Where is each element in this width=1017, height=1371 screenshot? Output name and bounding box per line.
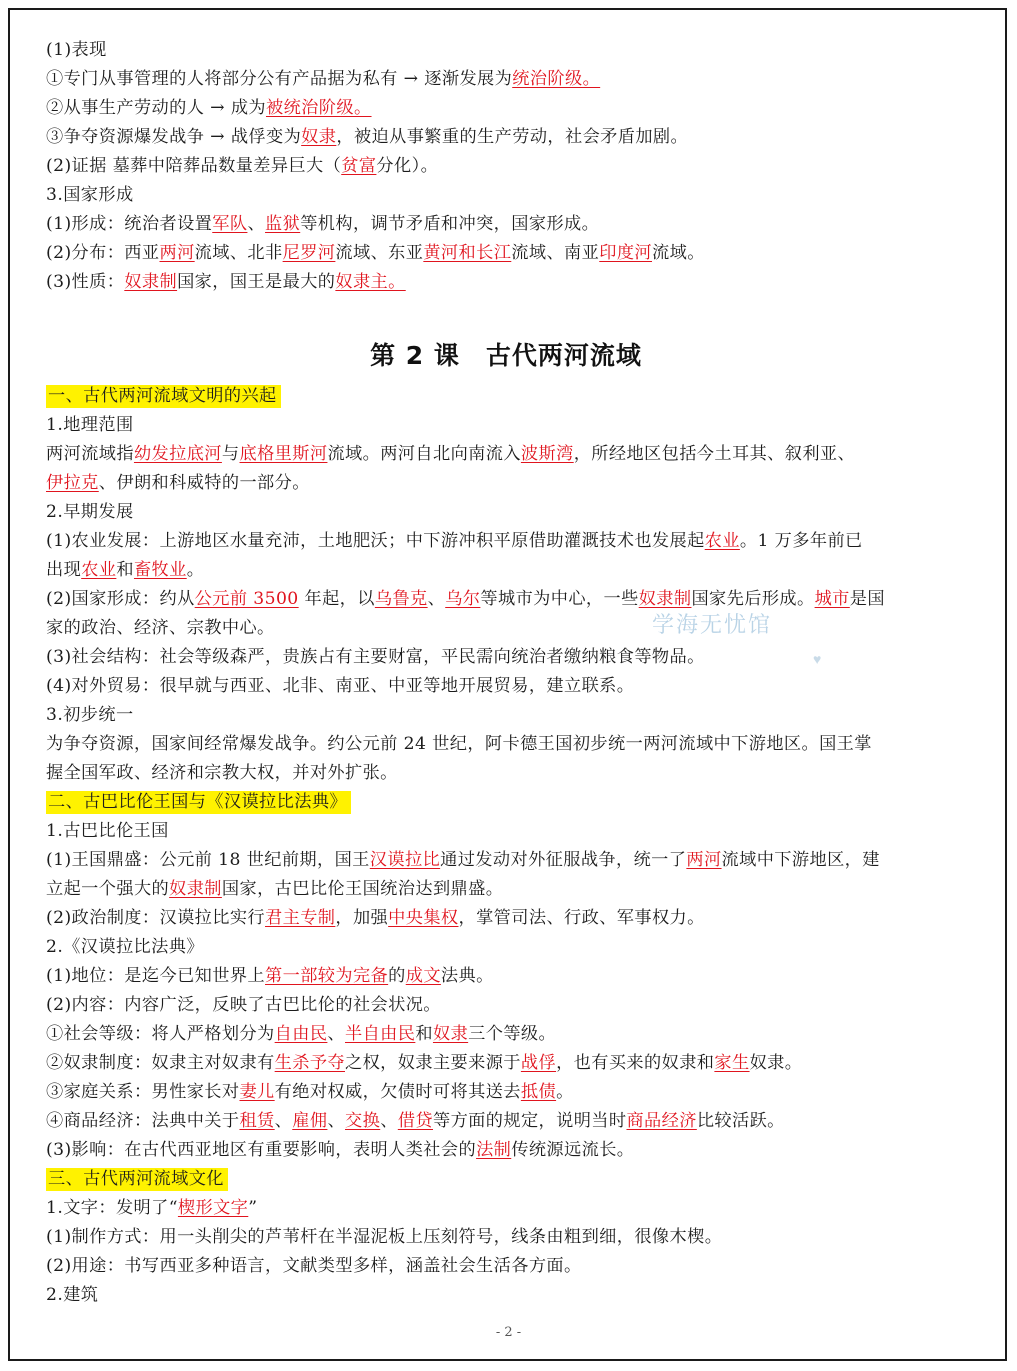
lesson-title: 第 2 课 古代两河流域	[370, 341, 642, 370]
text-segment: 是国	[849, 589, 885, 609]
text-segment: 2.《汉谟拉比法典》	[46, 937, 204, 957]
text-segment: (1)形成：统治者设置	[46, 214, 213, 234]
keyword: 成文	[405, 966, 441, 986]
keyword: 奴隶制	[124, 272, 178, 292]
text-line	[46, 817, 966, 846]
text-segment: (4)对外贸易：很早就与西亚、北非、南亚、中亚等地开展贸易，建立联系。	[46, 676, 635, 696]
text-line	[46, 701, 966, 730]
text-line	[46, 1281, 966, 1310]
keyword: 军队	[212, 214, 248, 234]
text-segment: ③家庭关系：男性家长对	[46, 1082, 240, 1102]
text-segment: 1.地理范围	[46, 415, 134, 435]
page-number: - 2 -	[495, 1325, 522, 1340]
text-segment: 流域。两河自北向南流入	[327, 444, 521, 464]
heart-icon: ♥	[813, 653, 822, 668]
text-line	[46, 1252, 966, 1281]
keyword: 监狱	[265, 214, 301, 234]
text-line	[46, 123, 966, 152]
text-segment: 流域。	[652, 243, 705, 263]
text-segment: 1.古巴比伦王国	[46, 821, 169, 841]
text-line	[46, 585, 966, 614]
text-segment: ①社会等级：将人严格划分为	[46, 1024, 275, 1044]
text-segment: ，也有买来的奴隶和	[556, 1053, 715, 1073]
keyword: 两河	[159, 243, 195, 263]
keyword: 尼罗河	[282, 243, 336, 263]
text-segment: 与	[221, 444, 240, 464]
text-line	[46, 152, 966, 181]
text-segment: 立起一个强大的	[46, 879, 170, 899]
text-line	[46, 1107, 966, 1136]
text-segment: 的	[388, 966, 406, 986]
text-segment: (1)表现	[46, 40, 107, 60]
text-segment: 、	[327, 1024, 345, 1044]
text-line	[46, 210, 966, 239]
text-segment: ，加强	[335, 908, 389, 928]
text-segment: (1)制作方式：用一头削尖的芦苇杆在半湿泥板上压刻符号，线条由粗到细，很像木楔。	[46, 1227, 723, 1247]
text-segment: ，被迫从事繁重的生产劳动，社会矛盾加剧。	[336, 127, 689, 147]
text-segment: 之权，奴隶主要来源于	[345, 1053, 521, 1073]
text-line	[46, 527, 966, 556]
text-segment: 、伊朗和科威特的一部分。	[98, 473, 310, 493]
keyword: 乌鲁克	[374, 589, 428, 609]
keyword: 农业	[81, 560, 117, 580]
text-line	[46, 65, 966, 94]
text-line	[46, 382, 966, 411]
text-line	[46, 904, 966, 933]
text-segment: (2)国家形成：约从	[46, 589, 195, 609]
text-segment: 通过发动对外征服战争，统一了	[440, 850, 687, 870]
text-segment: ，所经地区包括今土耳其、叙利亚、	[573, 444, 856, 464]
text-segment: 等城市为中心，一些	[480, 589, 639, 609]
keyword: 楔形文字	[177, 1198, 249, 1218]
keyword: 印度河	[599, 243, 653, 263]
text-line	[46, 268, 966, 297]
text-segment: (2)政治制度：汉谟拉比实行	[46, 908, 266, 928]
text-line	[46, 94, 966, 123]
text-segment: 、	[274, 1111, 293, 1131]
text-segment: 国家，古巴比伦王国统治达到鼎盛。	[221, 879, 504, 899]
text-segment: 等方面的规定，说明当时	[433, 1111, 627, 1131]
keyword: 半自由民	[345, 1024, 416, 1044]
text-segment: 分化）。	[376, 156, 439, 176]
text-segment: ①专门从事管理的人将部分公有产品据为私有 → 逐渐发展为	[46, 69, 513, 89]
text-segment: (2)用途：书写西亚多种语言，文献类型多样，涵盖社会生活各方面。	[46, 1256, 582, 1276]
keyword: 奴隶制	[169, 879, 222, 899]
keyword: 战俘	[520, 1053, 557, 1073]
text-segment: ④商品经济：法典中关于	[46, 1111, 240, 1131]
keyword: 法制	[476, 1140, 512, 1160]
keyword: 生杀予夺	[274, 1053, 345, 1073]
keyword: 妻儿	[239, 1082, 275, 1102]
text-line	[46, 498, 966, 527]
section-gap	[46, 297, 966, 330]
text-segment: (2)分布：西亚	[46, 243, 160, 263]
text-segment: (1)农业发展：上游地区水量充沛，土地肥沃；中下游冲积平原借助灌溉技术也发展起	[46, 531, 705, 551]
text-segment: 1.文字：发明了“	[46, 1198, 178, 1218]
text-segment: (3)影响：在古代西亚地区有重要影响，表明人类社会的	[46, 1140, 477, 1160]
text-line	[46, 181, 966, 210]
text-segment: (3)性质：	[46, 272, 125, 292]
text-segment: (2)内容：内容广泛，反映了古巴比伦的社会状况。	[46, 995, 441, 1015]
keyword: 奴隶	[301, 127, 337, 147]
text-line	[46, 1049, 966, 1078]
text-segment: 传统源远流长。	[511, 1140, 635, 1160]
text-segment: ，掌管司法、行政、军事权力。	[458, 908, 705, 928]
watermark: 学海无忧馆	[652, 613, 773, 638]
text-segment: (1)王国鼎盛：公元前 18 世纪前期，国王	[46, 850, 370, 870]
text-segment: ”	[248, 1198, 258, 1218]
text-segment: 握全国军政、经济和宗教大权，并对外扩张。	[46, 763, 398, 783]
keyword: 君主专制	[265, 908, 336, 928]
text-line	[46, 991, 966, 1020]
text-line	[46, 1165, 966, 1194]
keyword: 第一部较为完备	[265, 966, 389, 986]
text-segment: 出现	[46, 560, 82, 580]
text-segment: 、	[380, 1111, 398, 1131]
text-segment: 流域、南亚	[511, 243, 600, 263]
text-segment: ②奴隶制度：奴隶主对奴隶有	[46, 1053, 275, 1073]
keyword: 借贷	[397, 1111, 433, 1131]
keyword: 自由民	[274, 1024, 328, 1044]
text-line	[46, 846, 966, 875]
text-segment: 等机构，调节矛盾和冲突，国家形成。	[300, 214, 600, 234]
keyword: 城市	[814, 589, 850, 609]
keyword: 幼发拉底河	[133, 444, 222, 464]
text-segment: 有绝对权威，欠债时可将其送去	[274, 1082, 521, 1102]
text-segment: 比较活跃。	[696, 1111, 785, 1131]
text-segment: 国家，国王是最大的	[177, 272, 336, 292]
text-segment: 流域中下游地区，建	[721, 850, 880, 870]
keyword: 奴隶	[432, 1024, 469, 1044]
text-line	[46, 788, 966, 817]
keyword: 底格里斯河	[239, 444, 328, 464]
text-line	[46, 759, 966, 788]
keyword: 伊拉克	[46, 473, 99, 493]
text-segment: 2.建筑	[46, 1285, 99, 1305]
text-segment: 和	[116, 560, 134, 580]
document-content	[46, 36, 966, 1310]
text-line	[46, 440, 966, 469]
keyword: 汉谟拉比	[369, 850, 441, 870]
section-heading: 二、古巴比伦王国与《汉谟拉比法典》	[46, 791, 351, 814]
text-segment: 和	[415, 1024, 433, 1044]
text-segment: 为争夺资源，国家间经常爆发战争。约公元前 24 世纪，阿卡德王国初步统一两河流域中下游地区。国王掌	[46, 734, 872, 754]
keyword: 奴隶主。	[335, 272, 406, 292]
text-line	[46, 875, 966, 904]
text-segment: 。	[186, 560, 205, 580]
text-line	[46, 643, 966, 672]
text-line	[46, 1136, 966, 1165]
text-segment: 三个等级。	[468, 1024, 557, 1044]
text-line	[46, 1020, 966, 1049]
text-segment: 3.初步统一	[46, 705, 134, 725]
text-segment: (3)社会结构：社会等级森严，贵族占有主要财富，平民需向统治者缴纳粮食等物品。	[46, 647, 705, 667]
text-segment: 流域、北非	[194, 243, 283, 263]
text-line	[46, 556, 966, 585]
text-segment: 、	[247, 214, 266, 234]
text-segment: ②从事生产劳动的人 → 成为	[46, 98, 266, 118]
section-heading: 三、古代两河流域文化	[46, 1168, 228, 1191]
text-segment: 流域、东亚	[335, 243, 424, 263]
text-segment: 法典。	[440, 966, 494, 986]
text-segment: 、	[327, 1111, 346, 1131]
keyword: 交换	[345, 1111, 381, 1131]
text-line	[46, 1223, 966, 1252]
keyword: 租赁	[239, 1111, 275, 1131]
text-segment: (2)证据 墓葬中陪葬品数量差异巨大（	[46, 156, 342, 176]
keyword: 商品经济	[626, 1111, 697, 1131]
text-segment: 年起，以	[298, 589, 375, 609]
text-line	[46, 411, 966, 440]
keyword: 抵债	[520, 1082, 557, 1102]
text-line	[46, 962, 966, 991]
section-heading: 一、古代两河流域文明的兴起	[46, 385, 281, 408]
text-segment: 两河流域指	[46, 444, 134, 464]
text-segment: 。	[556, 1082, 574, 1102]
keyword: 畜牧业	[133, 560, 187, 580]
text-line	[46, 614, 966, 643]
text-segment: (1)地位：是迄今已知世界上	[46, 966, 266, 986]
text-segment: 3.国家形成	[46, 185, 134, 205]
keyword: 乌尔	[445, 589, 481, 609]
keyword: 两河	[686, 850, 722, 870]
text-line	[46, 1194, 966, 1223]
keyword: 波斯湾	[520, 444, 574, 464]
text-line	[46, 672, 966, 701]
text-segment: 家的政治、经济、宗教中心。	[46, 618, 275, 638]
keyword: 中央集权	[388, 908, 459, 928]
keyword: 被统治阶级。	[266, 98, 372, 118]
text-segment: 。1 万多年前已	[739, 531, 863, 551]
keyword: 贫富	[341, 156, 377, 176]
keyword: 雇佣	[292, 1111, 328, 1131]
keyword: 农业	[704, 531, 740, 551]
text-line	[46, 469, 966, 498]
text-line	[46, 239, 966, 268]
text-line	[46, 36, 966, 65]
keyword: 公元前 3500	[194, 589, 299, 609]
keyword: 黄河和长江	[423, 243, 512, 263]
text-segment: 2.早期发展	[46, 502, 134, 522]
text-line	[46, 933, 966, 962]
keyword: 统治阶级。	[512, 69, 601, 89]
text-line	[46, 1078, 966, 1107]
keyword: 奴隶制	[638, 589, 692, 609]
text-segment: 、	[427, 589, 446, 609]
text-line	[46, 730, 966, 759]
text-segment: 奴隶。	[749, 1053, 803, 1073]
keyword: 家生	[714, 1053, 750, 1073]
text-segment: 国家先后形成。	[691, 589, 815, 609]
text-segment: ③争夺资源爆发战争 → 战俘变为	[46, 127, 302, 147]
